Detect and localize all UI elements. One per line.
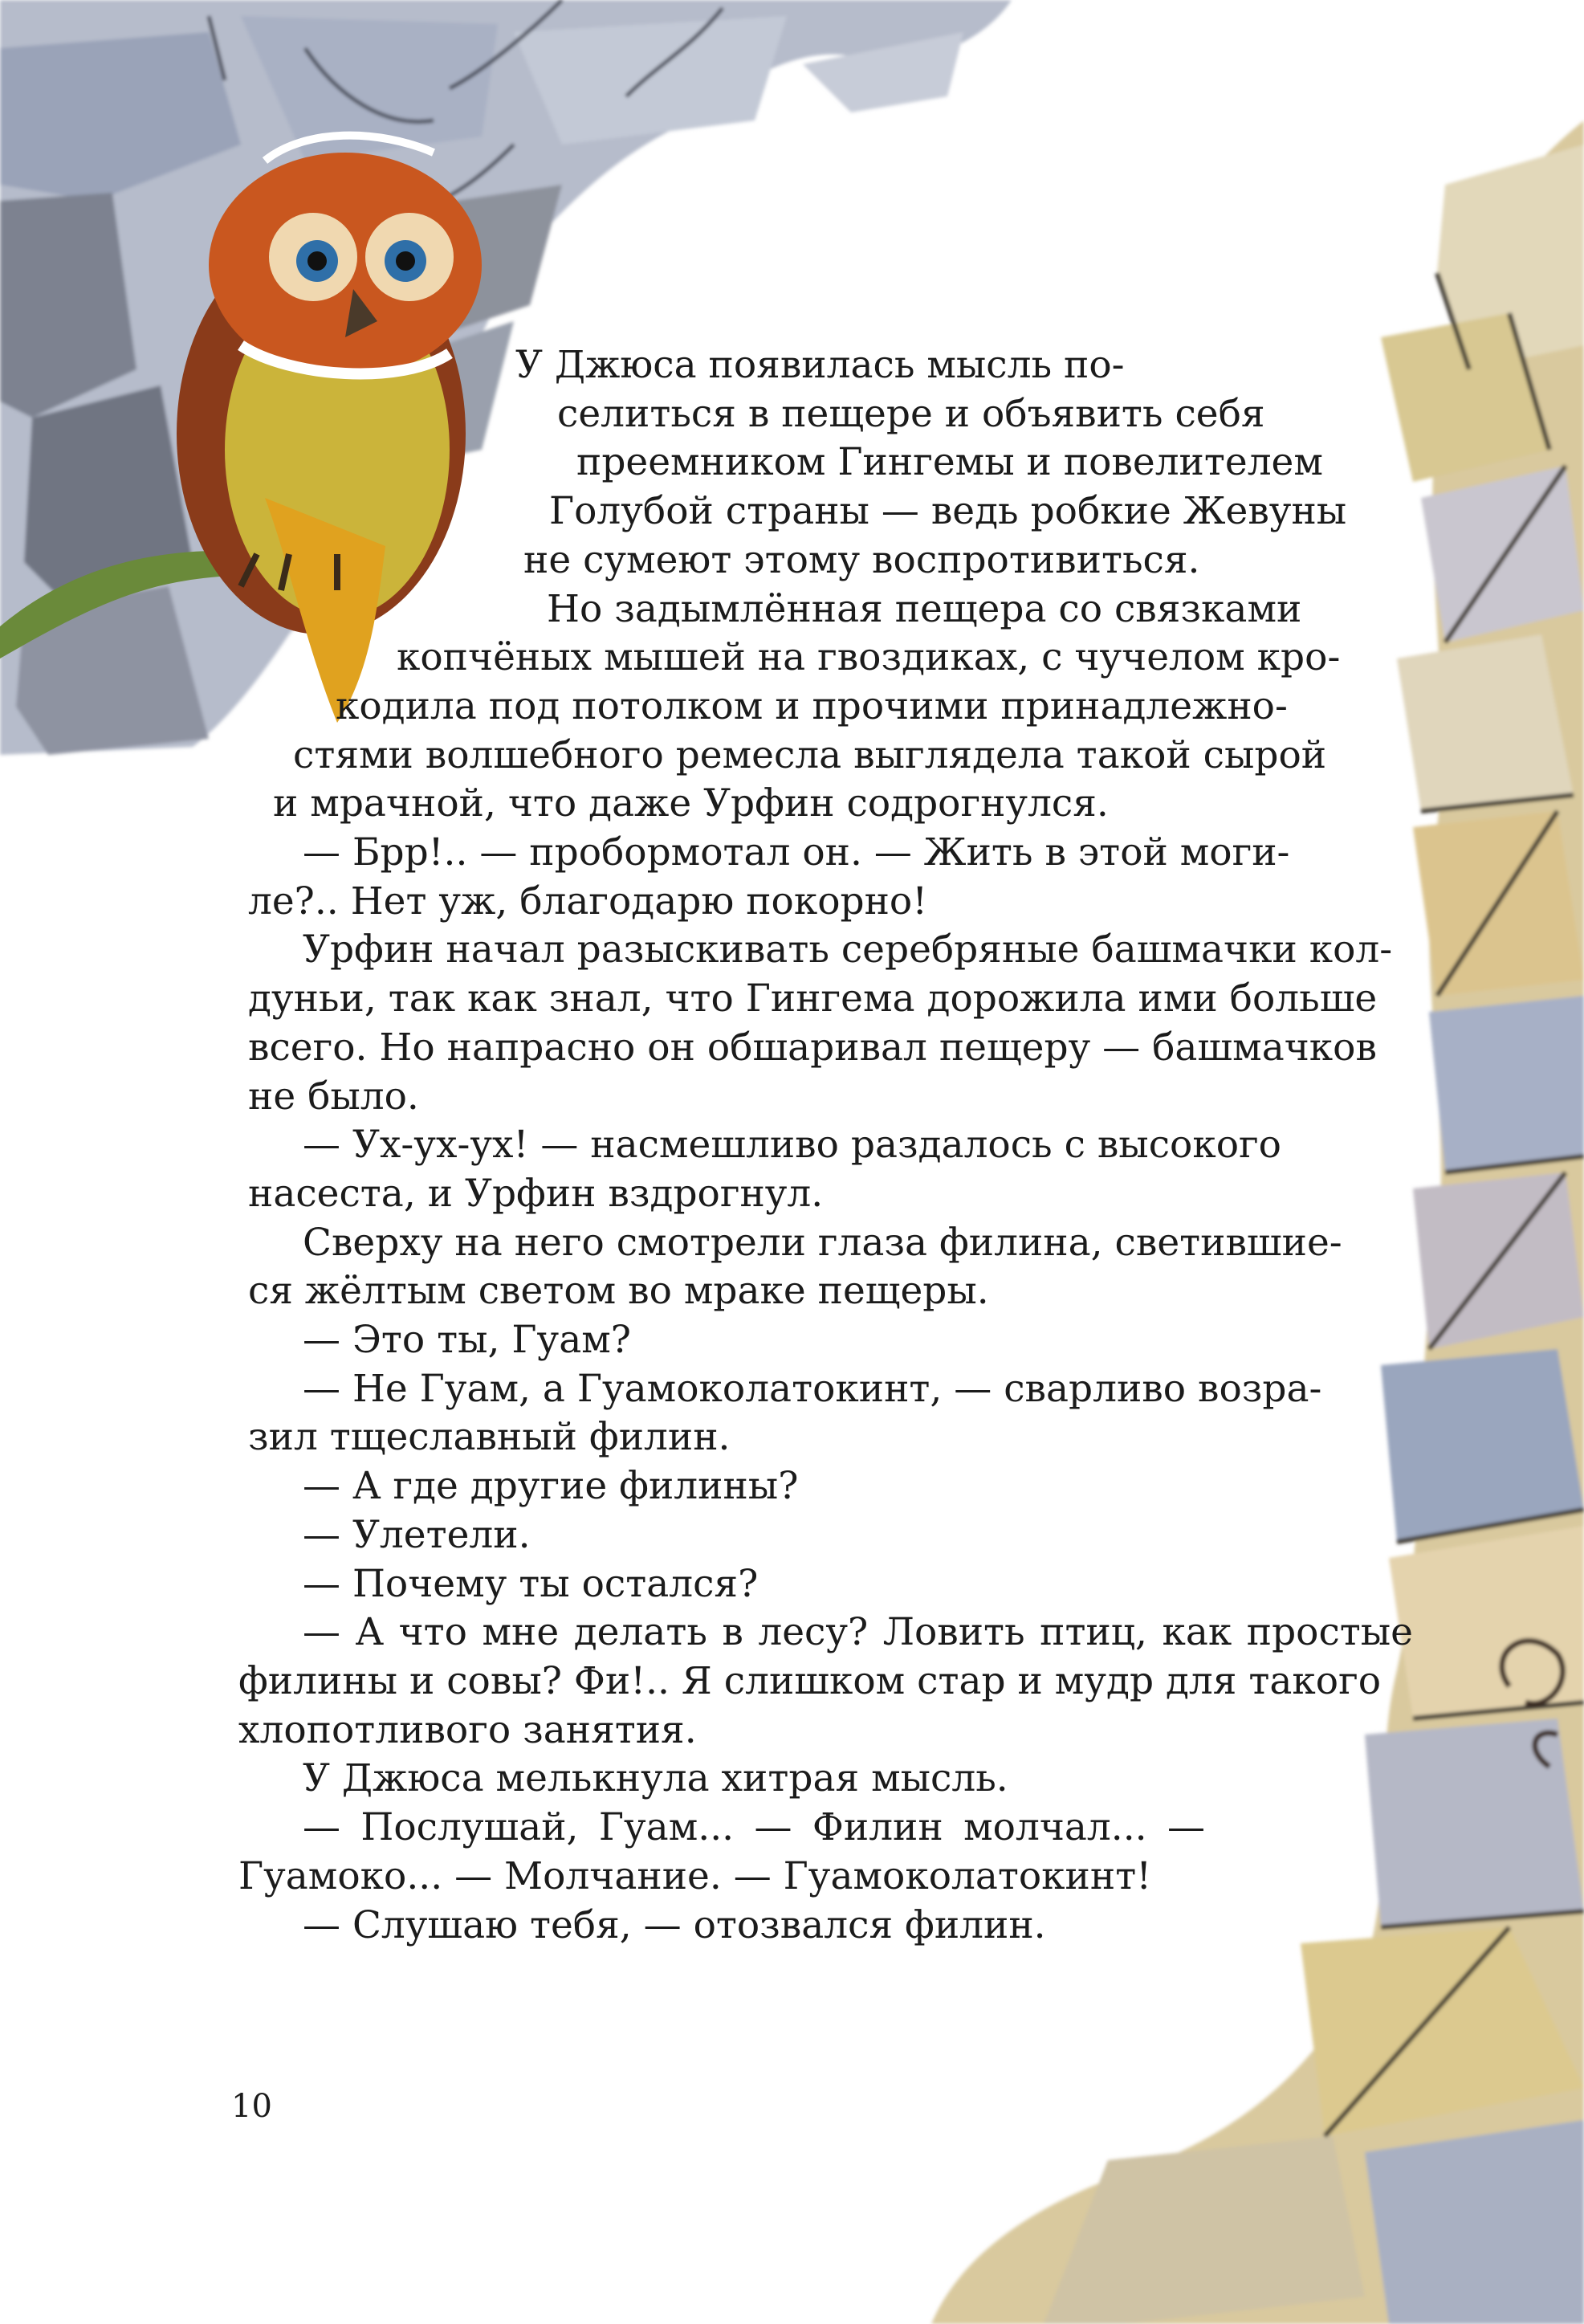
text-line: и мрачной, что даже Урфин содрогнулся. — [273, 781, 1109, 826]
text-line: Но задымлённая пещера со связками — [547, 586, 1302, 631]
text-line: преемником Гингемы и повелителем — [576, 440, 1323, 485]
text-line: дуньи, так как знал, что Гингема дорожила ими больше — [248, 976, 1378, 1021]
text-line: — Послушай, Гуам... — Филин молчал... — — [303, 1805, 1205, 1850]
text-line: — Это ты, Гуам? — [303, 1318, 631, 1363]
text-line: — А что мне делать в лесу? Ловить птиц, как простые — [303, 1610, 1413, 1655]
text-line: У Джюса появилась мысль по- — [515, 343, 1125, 387]
text-line: зил тщеславный филин. — [248, 1415, 731, 1460]
text-line: Голубой страны — ведь робкие Жевуны — [549, 489, 1347, 534]
text-line: ся жёлтым светом во мраке пещеры. — [248, 1269, 989, 1314]
text-line: хлопотливого занятия. — [238, 1707, 697, 1752]
text-line: не было. — [248, 1074, 419, 1119]
text-line: Гуамоко... — Молчание. — Гуамоколатокинт! — [238, 1853, 1152, 1898]
text-line: ле?.. Нет уж, благодарю покорно! — [248, 879, 928, 923]
page-number: 10 — [231, 2088, 272, 2125]
text-line: Урфин начал разыскивать серебряные башмачки кол- — [303, 928, 1393, 972]
text-line: селиться в пещере и объявить себя — [557, 391, 1265, 436]
text-line: филины и совы? Фи!.. Я слишком стар и мудр для такого — [238, 1658, 1381, 1703]
text-line: — Брр!.. — пробормотал он. — Жить в этой моги- — [303, 830, 1290, 875]
text-line: стями волшебного ремесла выглядела такой сырой — [293, 732, 1327, 777]
text-line: Сверху на него смотрели глаза филина, светившие- — [303, 1220, 1342, 1265]
text-line: — Почему ты остался? — [303, 1561, 759, 1606]
text-line: насеста, и Урфин вздрогнул. — [248, 1171, 824, 1216]
text-line: — Ух-ух-ух! — насмешливо раздалось с высокого — [303, 1123, 1281, 1168]
text-line: У Джюса мелькнула хитрая мысль. — [303, 1756, 1008, 1801]
text-line: кодила под потолком и прочими принадлежно- — [336, 683, 1288, 728]
text-line: копчёных мышей на гвоздиках, с чучелом кро- — [397, 635, 1341, 680]
text-line: — Не Гуам, а Гуамоколатокинт, — сварливо возра- — [303, 1366, 1322, 1411]
text-line: не сумеют этому воспротивиться. — [523, 537, 1200, 582]
body-text — [0, 341, 1584, 1950]
text-line: — А где другие филины? — [303, 1464, 799, 1509]
text-line: — Улетели. — [303, 1512, 531, 1557]
text-line: — Слушаю тебя, — отозвался филин. — [303, 1902, 1046, 1947]
text-line: всего. Но напрасно он обшаривал пещеру — башмачков — [248, 1025, 1377, 1070]
